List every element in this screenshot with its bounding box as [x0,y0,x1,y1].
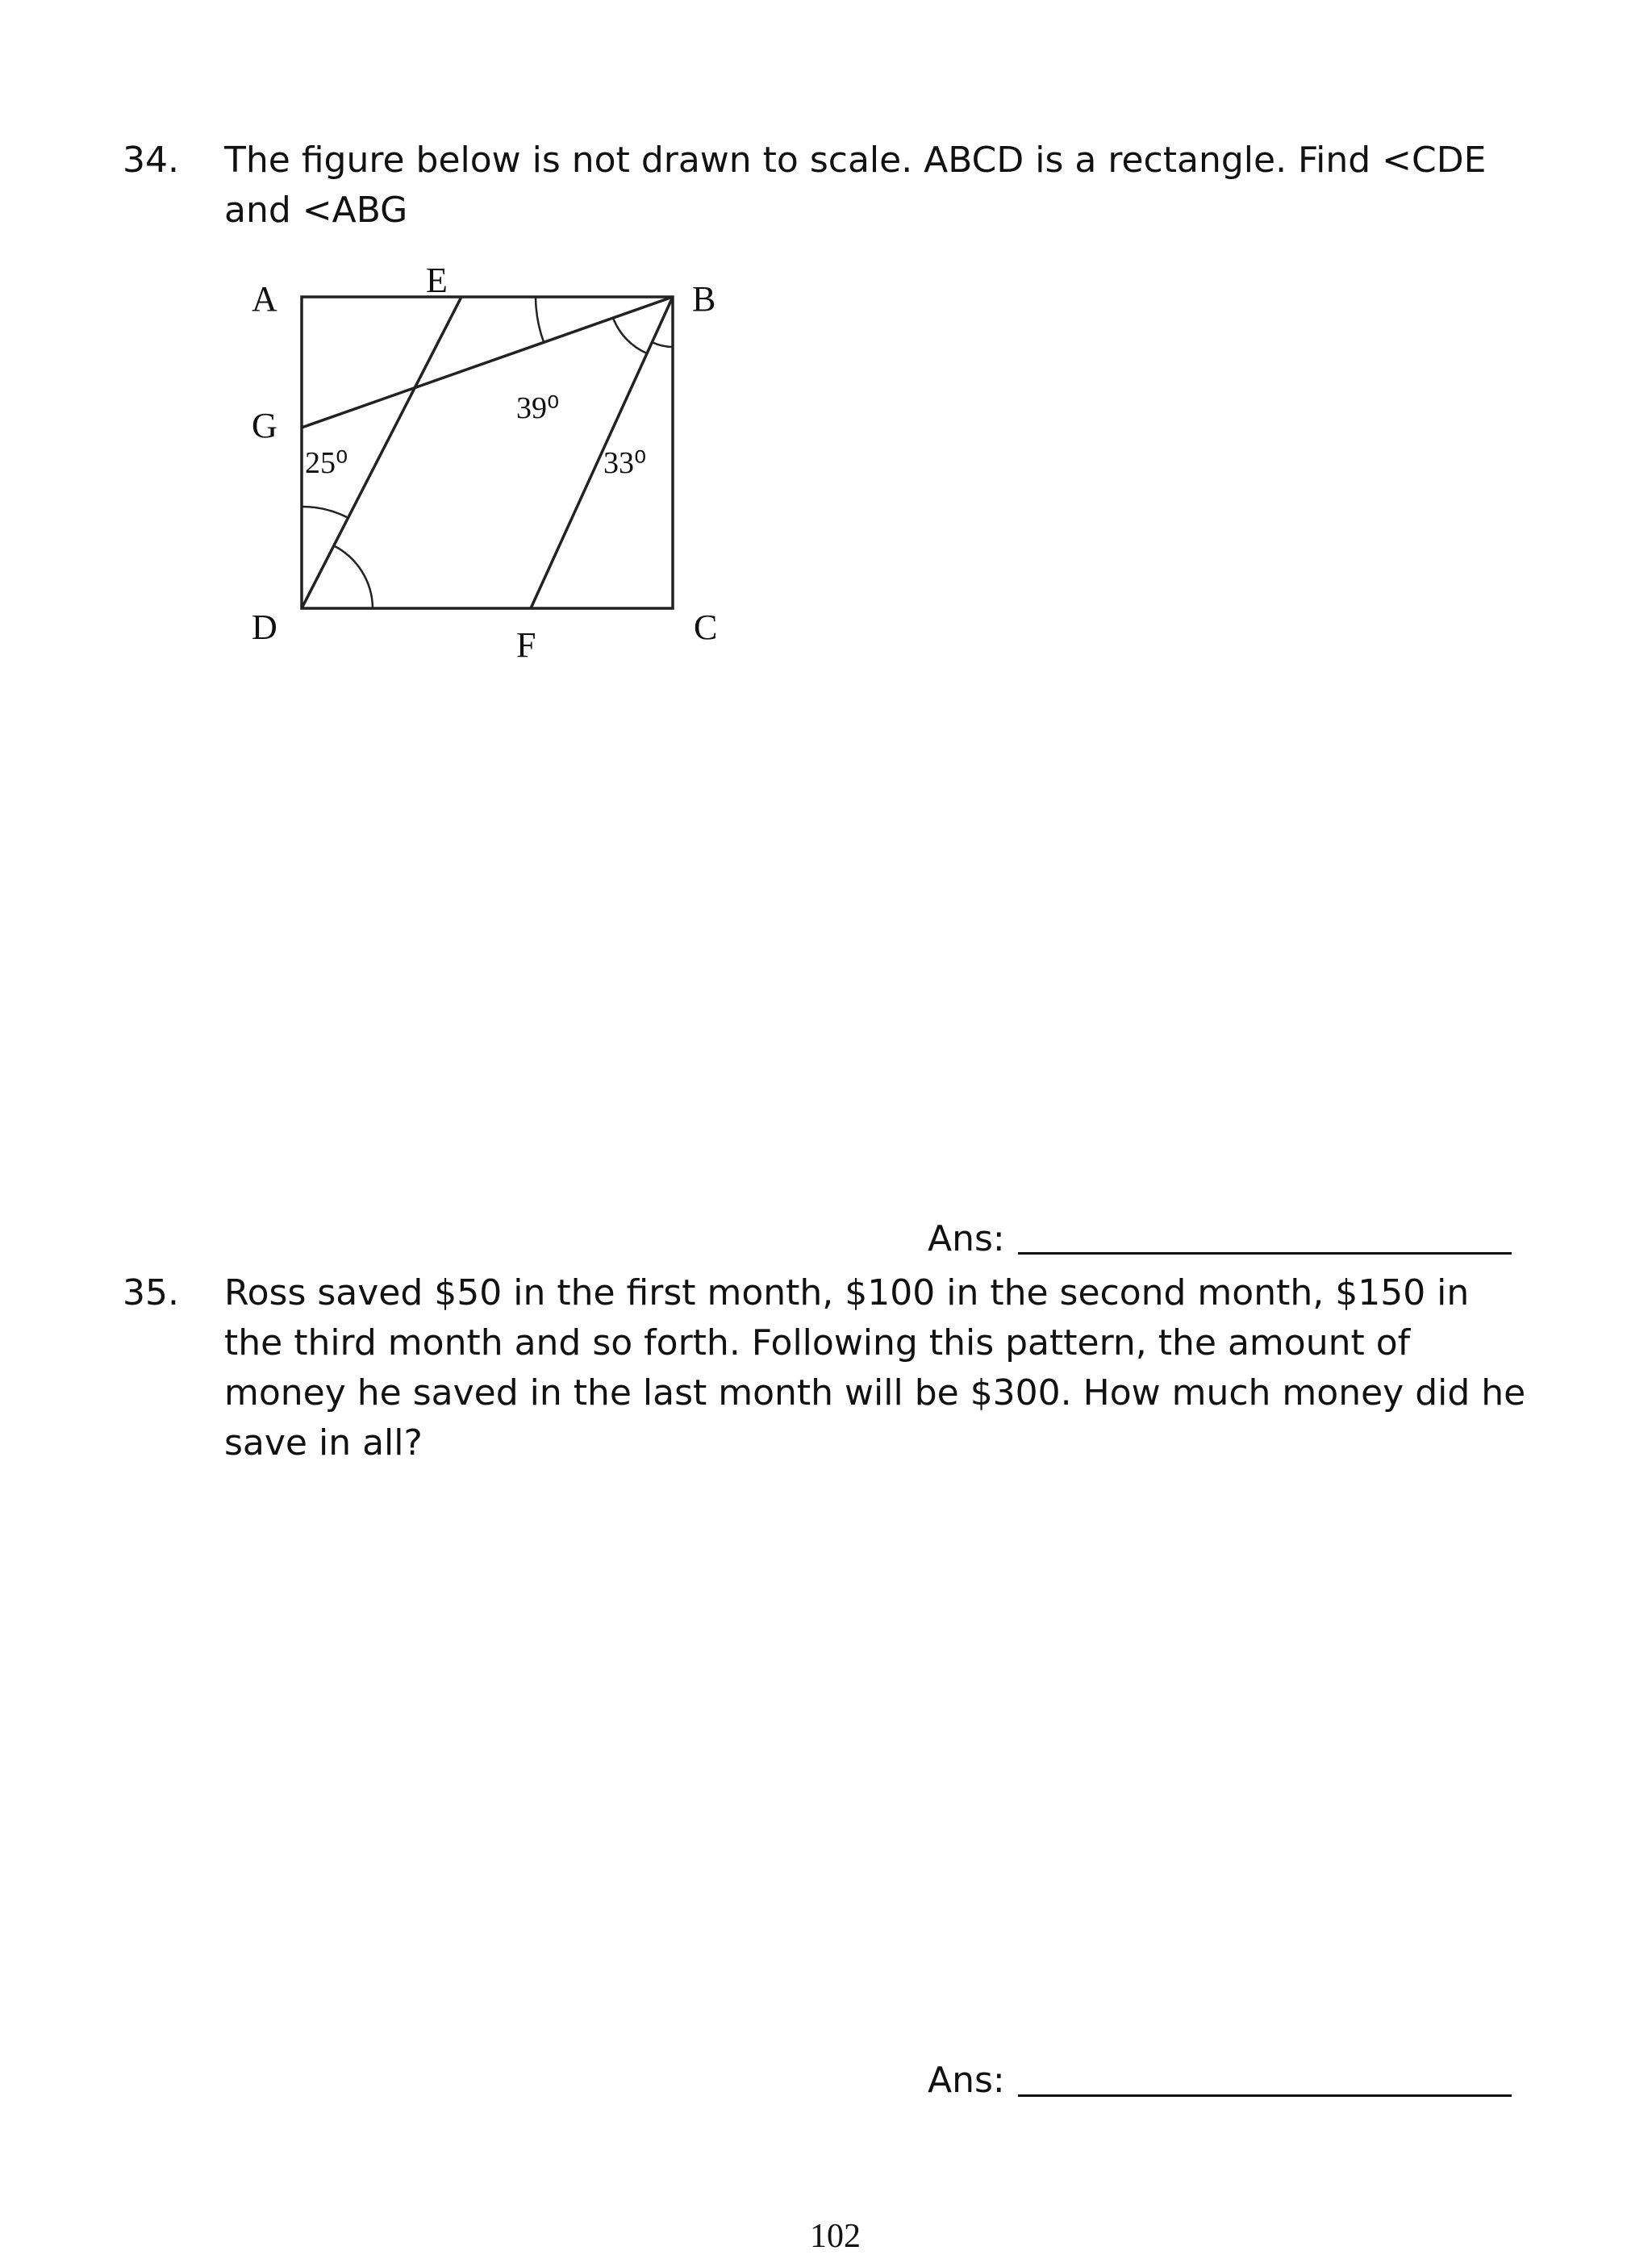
geometry-figure [234,258,750,678]
vertex-label-b: B [692,279,716,319]
question-34-line-2: and <ABG [224,190,408,231]
angle-arc-b-right [652,342,673,347]
vertex-label-e: E [426,261,448,300]
angle-label-39: 39⁰ [516,391,560,425]
question-35-line-2: the third month and so forth. Following this pattern, the amount of [224,1322,1411,1363]
vertex-label-d: D [252,608,277,647]
question-35-text [224,1268,1525,1468]
answer-35-label: Ans: [928,2060,1005,2101]
answer-34-label: Ans: [928,1218,1005,1259]
question-34-number: 34. [123,140,179,181]
vertex-label-f: F [516,625,536,665]
angle-label-25: 25⁰ [305,446,348,480]
angle-arc-d-left [302,507,347,517]
vertex-label-g: G [252,406,277,445]
question-35-line-4: save in all? [224,1422,423,1464]
angle-arc-d-bottom [333,545,373,608]
vertex-label-c: C [694,608,718,647]
angle-arc-b-middle [613,318,647,353]
line-bg [302,297,673,428]
answer-34-line[interactable] [1018,1252,1512,1255]
question-34-line-1: The figure below is not drawn to scale. ABCD is a rectangle. Find <CDE [224,140,1487,181]
question-35-number: 35. [123,1272,179,1313]
question-34-text [224,136,1486,236]
angle-arc-b-top [536,297,544,342]
page-number: 102 [810,2218,861,2255]
line-bf [531,297,673,608]
angle-label-33: 33⁰ [603,446,647,480]
question-35-line-1: Ross saved $50 in the first month, $100 in the second month, $150 in [224,1272,1470,1313]
vertex-label-a: A [252,279,277,319]
question-35-line-3: money he saved in the last month will be $300. How much money did he [224,1372,1526,1413]
answer-35-line[interactable] [1018,2094,1512,2097]
